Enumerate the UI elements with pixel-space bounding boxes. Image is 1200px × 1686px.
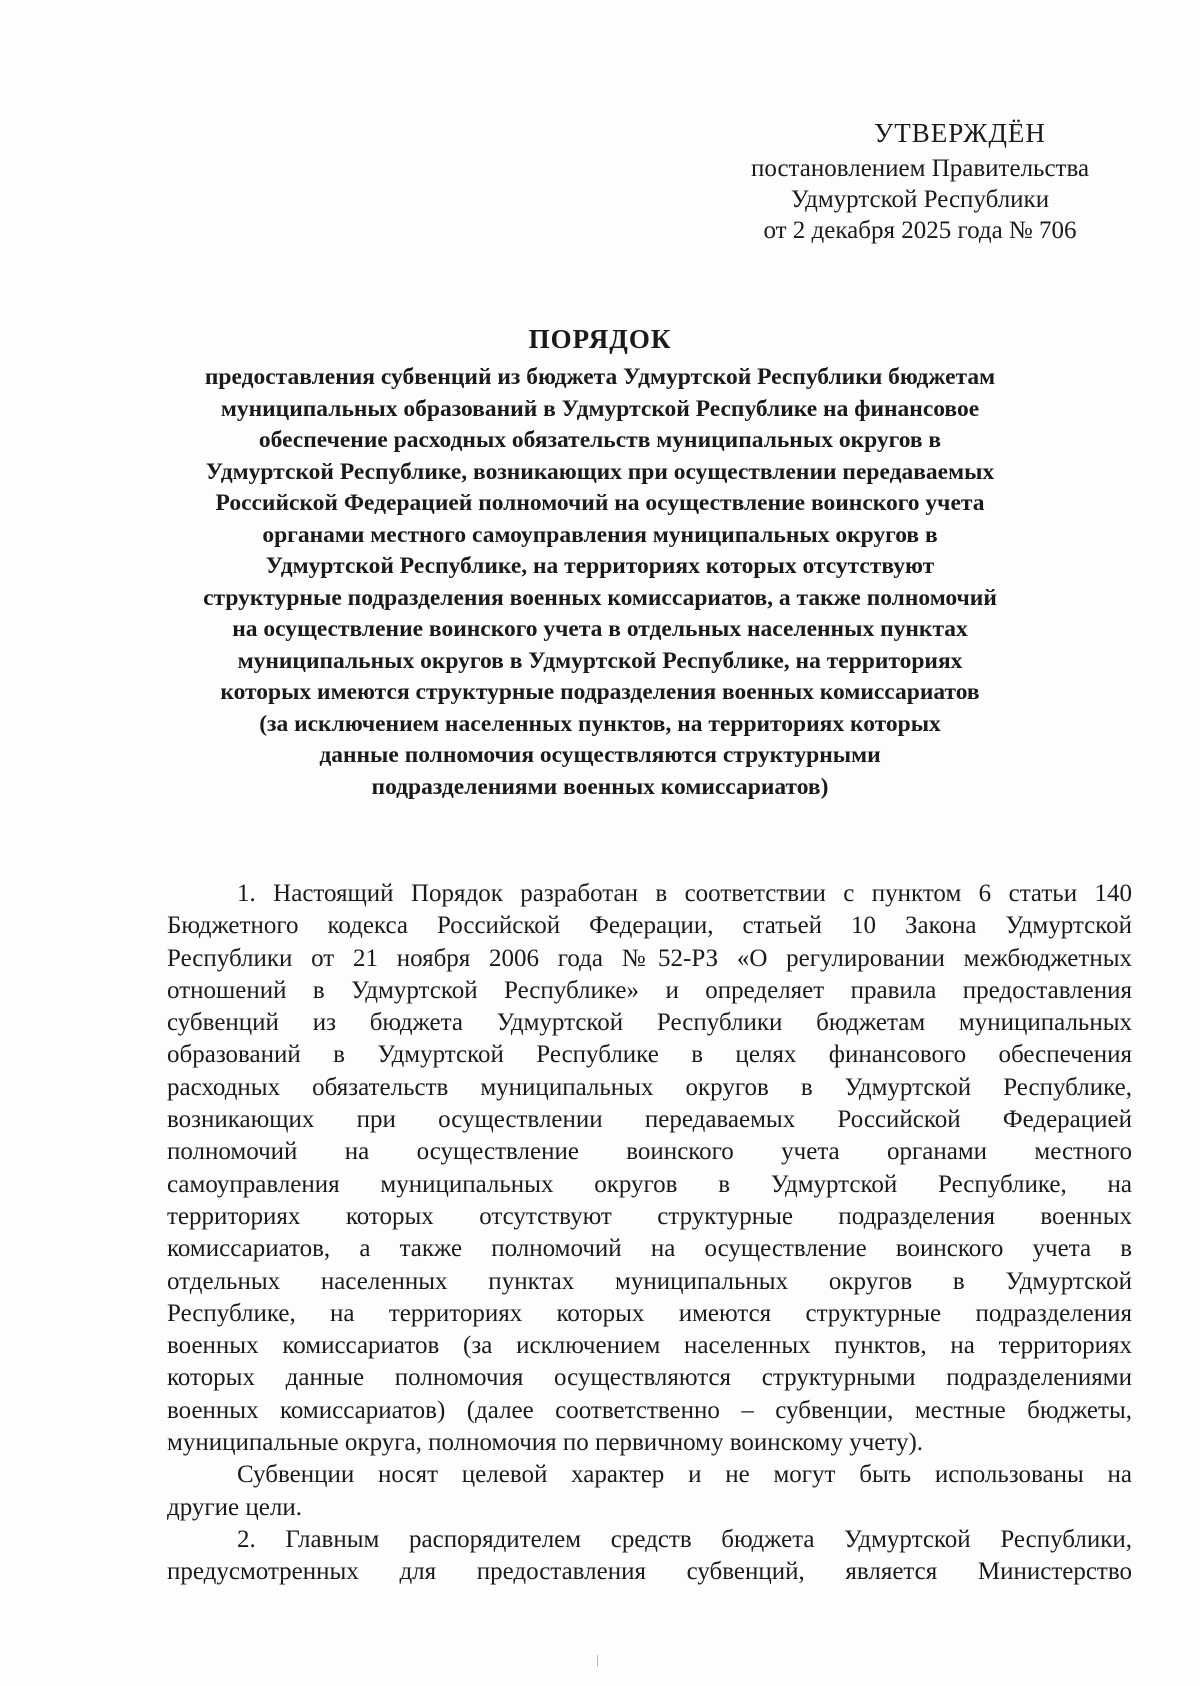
body-line: возникающих при осуществлении передаваемых Российской Федерацией <box>167 1106 1132 1134</box>
approval-resolution-line: постановлением Правительства <box>750 155 1090 182</box>
body-line: комиссариатов, а также полномочий на осуществление воинского учета в <box>167 1235 1132 1263</box>
body-line: самоуправления муниципальных округов в Удмуртской Республике, на <box>167 1170 1132 1198</box>
body-line: военных комиссариатов) (далее соответственно – субвенции, местные бюджеты, <box>167 1396 1132 1424</box>
subtitle-line: предоставления субвенций из бюджета Удмуртской Республики бюджетам <box>204 364 996 390</box>
body-line: которых данные полномочия осуществляются структурными подразделениями <box>167 1364 1132 1392</box>
body-line-paragraph-1-end: муниципальные округа, полномочия по первичному воинскому учету). <box>167 1429 924 1457</box>
body-line: военных комиссариатов (за исключением населенных пунктов, на территориях <box>167 1332 1132 1360</box>
body-line: отношений в Удмуртской Республике» и определяет правила предоставления <box>167 976 1132 1004</box>
subtitle-line: муниципальных образований в Удмуртской Республике на финансовое <box>220 395 980 422</box>
approval-date-number-line: от 2 декабря 2025 года № 706 <box>763 217 1077 244</box>
body-line-paragraph-1-start: 1. Настоящий Порядок разработан в соответствии с пунктом 6 статьи 140 <box>237 880 1132 907</box>
body-line: Бюджетного кодекса Российской Федерации, статьей 10 Закона Удмуртской <box>167 912 1132 940</box>
scan-mark <box>597 1655 598 1667</box>
body-line: Республики от 21 ноября 2006 года №52-РЗ «О регулировании межбюджетных <box>167 944 1132 972</box>
body-line: территориях которых отсутствуют структурные подразделения военных <box>167 1202 1132 1230</box>
subtitle-line: обеспечение расходных обязательств муниципальных округов в <box>258 427 942 453</box>
body-line: предусмотренных для предоставления субвенций, является Министерство <box>167 1558 1132 1586</box>
subtitle-line: (за исключением населенных пунктов, на территориях которых <box>259 710 941 737</box>
subtitle-line: Российской Федерацией полномочий на осуществление воинского учета <box>215 490 985 516</box>
approval-authority-line: Удмуртской Республики <box>790 186 1050 213</box>
document-title-block <box>150 322 1050 803</box>
subtitle-line: Удмуртской Республике, возникающих при осуществлении передаваемых <box>205 458 995 485</box>
body-line-paragraph-2-end: другие цели. <box>167 1493 302 1521</box>
document-heading: ПОРЯДОК <box>528 324 672 354</box>
body-line-paragraph-3-start: 2. Главным распорядителем средств бюджета Удмуртской Республики, <box>237 1525 1132 1553</box>
subtitle-line: данные полномочия осуществляются структурными <box>319 742 881 768</box>
subtitle-line: Удмуртской Республике, на территориях которых отсутствуют <box>265 553 935 579</box>
subtitle-line: которых имеются структурные подразделения военных комиссариатов <box>220 679 980 705</box>
approved-label: УТВЕРЖДЁН <box>874 118 1046 148</box>
body-line: расходных обязательств муниципальных округов в Удмуртской Республике, <box>167 1073 1132 1101</box>
body-line: Республике, на территориях которых имеются структурные подразделения <box>167 1299 1132 1327</box>
document-subtitle <box>150 362 1050 803</box>
subtitle-line: на осуществление воинского учета в отдельных населенных пунктах <box>232 616 968 642</box>
document-body <box>167 878 1132 1589</box>
subtitle-line: структурные подразделения военных комиссариатов, а также полномочий <box>203 584 997 611</box>
subtitle-line: органами местного самоуправления муниципальных округов в <box>262 521 938 548</box>
body-line: образований в Удмуртской Республике в целях финансового обеспечения <box>167 1041 1132 1069</box>
body-line-paragraph-2-start: Субвенции носят целевой характер и не могут быть использованы на <box>237 1461 1132 1489</box>
body-line: полномочий на осуществление воинского учета органами местного <box>167 1138 1132 1166</box>
approval-stamp-block <box>700 118 1140 246</box>
subtitle-line: подразделениями военных комиссариатов) <box>371 773 829 800</box>
subtitle-line: муниципальных округов в Удмуртской Республике, на территориях <box>237 647 963 674</box>
body-line: отдельных населенных пунктах муниципальных округов в Удмуртской <box>167 1267 1132 1295</box>
body-line: субвенций из бюджета Удмуртской Республики бюджетам муниципальных <box>167 1009 1132 1037</box>
